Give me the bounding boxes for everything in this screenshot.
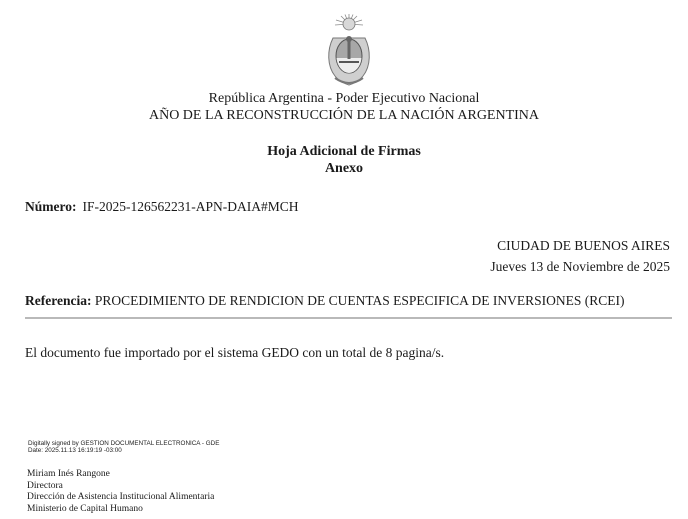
signatory-ministry: Ministerio de Capital Humano (27, 503, 143, 514)
digital-signature-date: Date: 2025.11.13 16:19:19 -03:00 (28, 447, 122, 454)
document-subtitle: Anexo (324, 161, 364, 176)
divider (25, 317, 672, 319)
document-number (25, 199, 299, 215)
header-government: República Argentina - Poder Ejecutivo Nacional (208, 91, 480, 106)
document-number-label: Número: (25, 199, 77, 214)
place-city: CIUDAD DE BUENOS AIRES (497, 238, 670, 253)
signatory-role: Directora (27, 480, 63, 491)
reference (25, 293, 625, 309)
body-text: El documento fue importado por el sistema GEDO con un total de 8 pagina/s. (25, 345, 445, 360)
place-date: Jueves 13 de Noviembre de 2025 (490, 259, 670, 274)
reference-label: Referencia: (25, 293, 92, 308)
signatory-office: Dirección de Asistencia Institucional Alimentaria (27, 492, 215, 502)
signatory-name: Miriam Inés Rangone (27, 469, 110, 479)
signatory-block (27, 469, 214, 515)
reference-value: PROCEDIMIENTO DE RENDICION DE CUENTAS ESPECIFICA DE INVERSIONES (RCEI) (94, 293, 625, 308)
header-year-motto: AÑO DE LA RECONSTRUCCIÓN DE LA NACIÓN ARGENTINA (148, 108, 540, 123)
argentina-coat-of-arms-icon (321, 12, 377, 88)
digital-signature-signer: Digitally signed by GESTION DOCUMENTAL ELECTRONICA - GDE (28, 440, 220, 447)
digital-signature-block (28, 440, 219, 454)
document-number-value: IF-2025-126562231-APN-DAIA#MCH (82, 199, 299, 214)
document-title: Hoja Adicional de Firmas (267, 144, 421, 159)
